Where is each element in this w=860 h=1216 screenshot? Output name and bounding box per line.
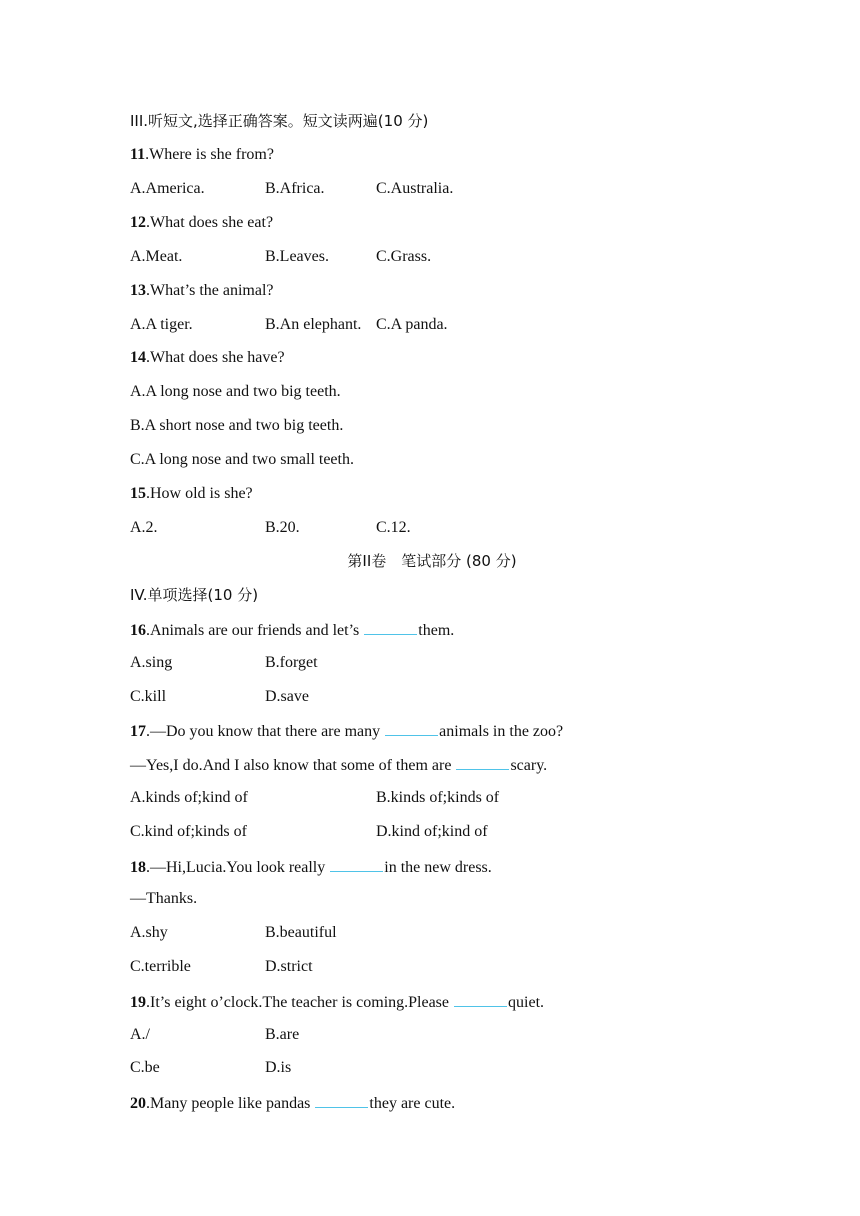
question-text: .What’s the animal?	[146, 282, 274, 299]
question-text-after: quiet.	[508, 994, 545, 1011]
question-text-before: —Yes,I do.And I also know that some of them are	[130, 757, 456, 774]
question-text-after: they are cute.	[369, 1095, 456, 1112]
question-text-before: .Animals are our friends and let’s	[146, 622, 364, 639]
option-d: D.is	[265, 1059, 292, 1076]
question-18-options-row-2	[130, 957, 313, 977]
question-17-options-row-1	[130, 788, 499, 808]
question-14-option-a: A.A long nose and two big teeth.	[130, 383, 341, 400]
option-a: A.America.	[130, 180, 205, 197]
question-14-option-b: B.A short nose and two big teeth.	[130, 417, 344, 434]
question-number: 14	[130, 349, 146, 366]
question-text-before: .—Do you know that there are many	[146, 723, 385, 740]
answer-blank[interactable]	[456, 754, 509, 770]
question-text-before: .—Hi,Lucia.You look really	[146, 859, 330, 876]
question-16	[130, 619, 454, 641]
question-text-after: animals in the zoo?	[439, 723, 564, 740]
question-15	[130, 484, 253, 504]
answer-blank[interactable]	[330, 856, 383, 872]
option-a: A.sing	[130, 654, 173, 671]
answer-blank[interactable]	[454, 991, 507, 1007]
option-a: A.kinds of;kind of	[130, 789, 248, 806]
question-14-option-c: C.A long nose and two small teeth.	[130, 451, 354, 468]
option-b: B.are	[265, 1026, 300, 1043]
option-a: A.Meat.	[130, 248, 183, 265]
question-number: 18	[130, 859, 146, 876]
question-18-options-row-1	[130, 923, 337, 943]
question-11-options	[130, 179, 453, 199]
question-number: 15	[130, 485, 146, 502]
section-3-heading: III.听短文,选择正确答案。短文读两遍(10 分)	[130, 112, 429, 130]
question-11	[130, 145, 274, 165]
question-13	[130, 281, 274, 301]
question-number: 13	[130, 282, 146, 299]
answer-blank[interactable]	[315, 1092, 368, 1108]
option-b: B.forget	[265, 654, 318, 671]
question-text-after: scary.	[510, 757, 548, 774]
question-19	[130, 991, 544, 1013]
question-17-options-row-2	[130, 822, 488, 842]
option-c: C.Australia.	[376, 180, 454, 197]
question-17	[130, 720, 563, 742]
answer-blank[interactable]	[364, 619, 417, 635]
option-c: C.be	[130, 1059, 160, 1076]
question-text: .What does she have?	[146, 349, 285, 366]
option-d: D.kind of;kind of	[376, 823, 488, 840]
question-16-options-row-1	[130, 653, 318, 673]
option-b: B.20.	[265, 519, 300, 536]
question-number: 12	[130, 214, 146, 231]
question-number: 16	[130, 622, 146, 639]
question-12-options	[130, 247, 431, 267]
option-d: D.strict	[265, 958, 313, 975]
option-c: C.A panda.	[376, 316, 448, 333]
option-c: C.terrible	[130, 958, 191, 975]
question-number: 20	[130, 1095, 146, 1112]
option-a: A.A tiger.	[130, 316, 193, 333]
question-number: 19	[130, 994, 146, 1011]
question-19-options-row-2	[130, 1058, 291, 1078]
question-text: .Where is she from?	[145, 146, 274, 163]
question-number: 17	[130, 723, 146, 740]
option-d: D.save	[265, 688, 309, 705]
option-a: A./	[130, 1026, 150, 1043]
option-b: B.kinds of;kinds of	[376, 789, 500, 806]
question-12	[130, 213, 273, 233]
question-text-after: in the new dress.	[384, 859, 492, 876]
question-18-line-2: —Thanks.	[130, 890, 198, 907]
question-text: .What does she eat?	[146, 214, 274, 231]
option-c: C.Grass.	[376, 248, 432, 265]
question-17-line-2	[130, 754, 547, 776]
part-2-title	[0, 551, 860, 571]
question-16-options-row-2	[130, 687, 309, 707]
question-19-options-row-1	[130, 1025, 299, 1045]
question-14	[130, 348, 285, 368]
question-number: 11	[130, 146, 146, 163]
question-13-options	[130, 315, 448, 335]
question-15-options	[130, 518, 411, 538]
section-4-heading: IV.单项选择(10 分)	[130, 586, 259, 604]
question-20	[130, 1092, 455, 1114]
question-text-before: .Many people like pandas	[146, 1095, 315, 1112]
question-text: .How old is she?	[146, 485, 253, 502]
option-a: A.2.	[130, 519, 158, 536]
option-b: B.Leaves.	[265, 248, 329, 265]
option-c: C.kill	[130, 688, 167, 705]
option-b: B.beautiful	[265, 924, 337, 941]
answer-blank[interactable]	[385, 720, 438, 736]
part-2-title-text: 第II卷 笔试部分 (80 分)	[347, 552, 517, 570]
option-c: C.kind of;kinds of	[130, 823, 247, 840]
option-a: A.shy	[130, 924, 168, 941]
question-18	[130, 856, 492, 878]
option-c: C.12.	[376, 519, 411, 536]
option-b: B.Africa.	[265, 180, 325, 197]
option-b: B.An elephant.	[265, 316, 362, 333]
question-text-after: them.	[418, 622, 455, 639]
question-text-before: .It’s eight o’clock.The teacher is coming.Please	[146, 994, 454, 1011]
